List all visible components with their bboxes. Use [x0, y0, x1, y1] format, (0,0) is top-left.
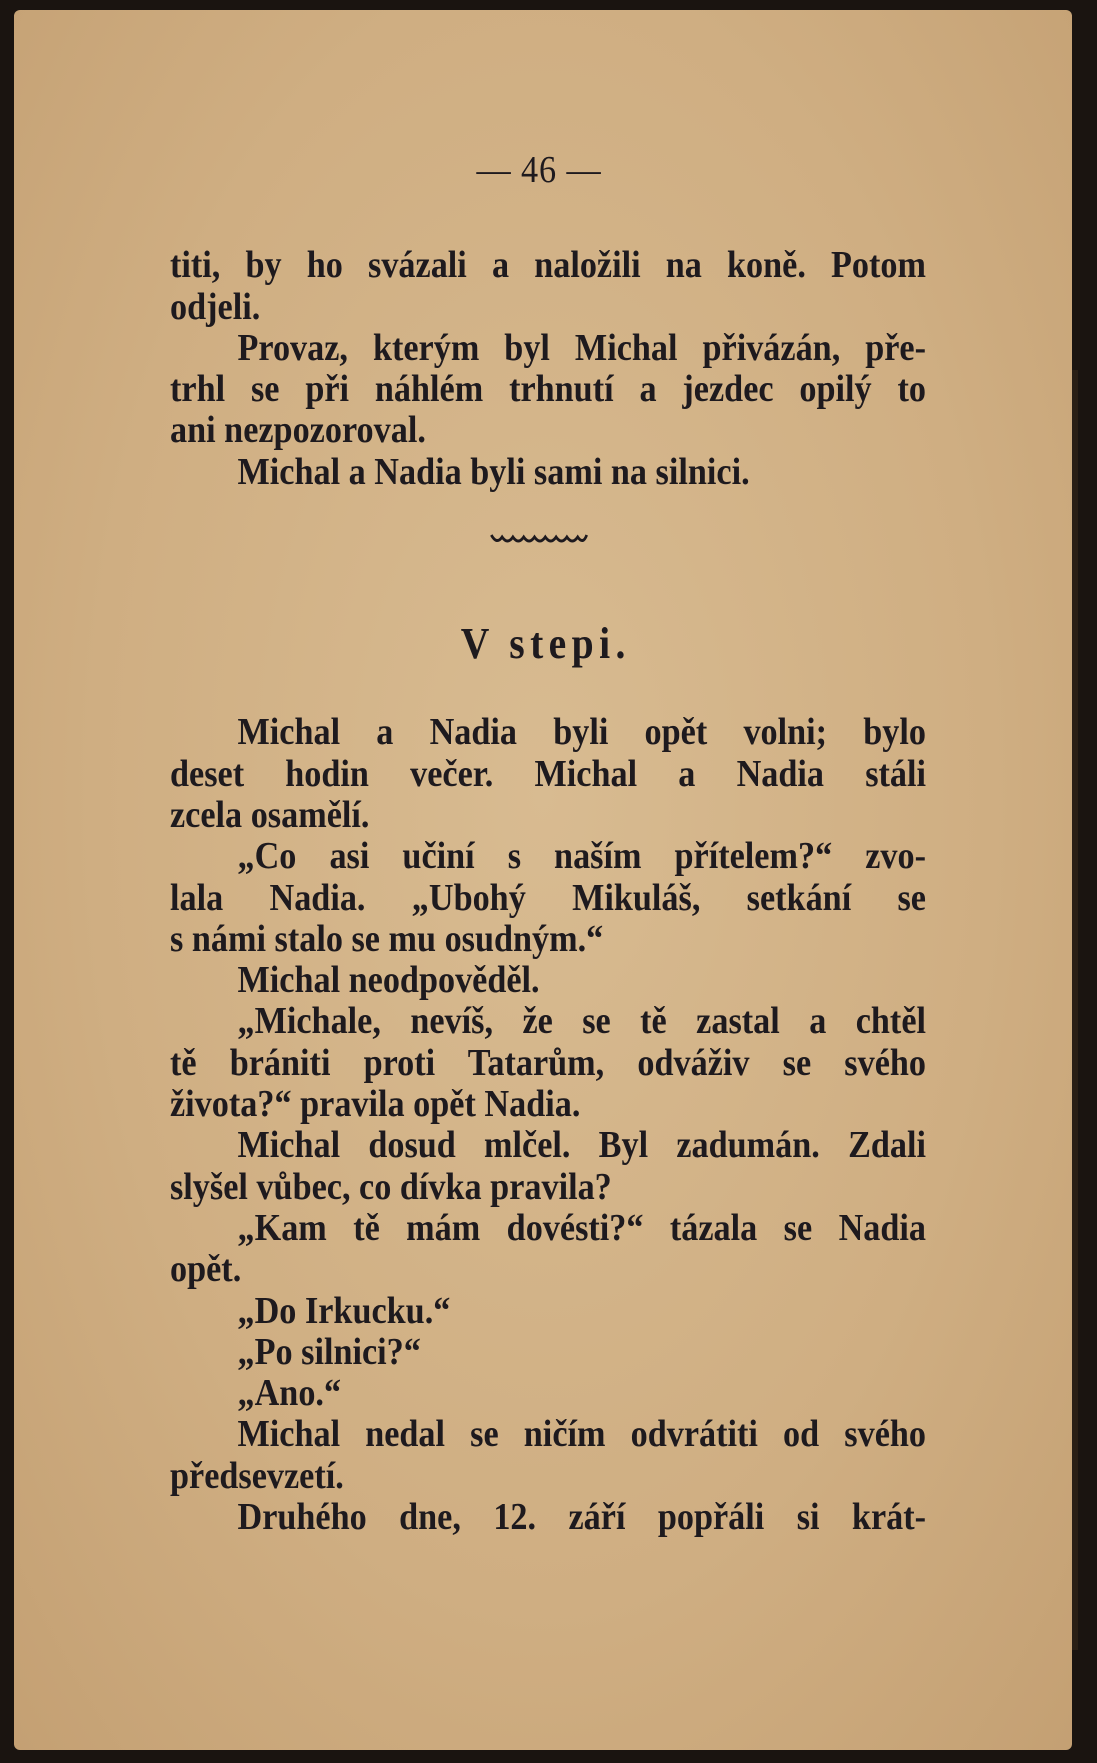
text-line: života?“ pravila opět Nadia.: [170, 1083, 581, 1126]
text-line: Michal neodpověděl.: [237, 959, 540, 1002]
text-line: „Michale, nevíš, že se tě zastal a chtěl: [237, 1000, 926, 1043]
text-line: deset hodin večer. Michal a Nadia stáli: [170, 752, 926, 795]
text-line: lala Nadia. „Ubohý Mikuláš, setkání se: [170, 876, 926, 919]
text-line: Druhého dne, 12. září popřáli si krát-: [237, 1496, 926, 1539]
text-line: Michal nedal se ničím odvrátiti od svého: [237, 1413, 926, 1456]
text-line: „Co asi učiní s naším přítelem?“ zvo-: [237, 835, 926, 878]
text-line: titi, by ho svázali a naložili na koně. Potom: [170, 244, 926, 287]
text-line: trhl se při náhlém trhnutí a jezdec opilý to: [170, 368, 926, 411]
text-line: Michal dosud mlčel. Byl zadumán. Zdali: [237, 1124, 926, 1167]
text-line: „Ano.“: [237, 1372, 342, 1415]
text-line: předsevzetí.: [170, 1454, 344, 1497]
text-line: zcela osamělí.: [170, 793, 370, 836]
text-line: tě brániti proti Tatarům, odváživ se svého: [170, 1041, 926, 1084]
text-line: s námi stalo se mu osudným.“: [170, 917, 604, 960]
text-line: ani nezpozoroval.: [170, 409, 426, 452]
paragraph-3: Michal a Nadia byli sami na silnici.: [237, 450, 750, 493]
chapter-heading: V stepi.: [460, 619, 631, 669]
text-line: „Po silnici?“: [237, 1330, 421, 1373]
text-line: Provaz, kterým byl Michal přivázán, pře-: [237, 326, 926, 369]
body-text: [170, 712, 926, 1538]
text-line: Michal a Nadia byli opět volni; bylo: [237, 711, 926, 754]
page-text: [170, 150, 926, 1538]
text-line: slyšel vůbec, co dívka pravila?: [170, 1165, 612, 1208]
page-edge: [1072, 370, 1078, 1650]
text-line: odjeli.: [170, 285, 261, 328]
text-line: „Kam tě mám dovésti?“ tázala se Nadia: [237, 1206, 926, 1249]
page-number: — 46 —: [476, 149, 602, 191]
paragraph-2: [170, 328, 926, 452]
text-line: opět.: [170, 1248, 242, 1291]
wavy-line-ornament: [170, 493, 926, 563]
text-line: „Do Irkucku.“: [237, 1289, 451, 1332]
paragraph-1: [170, 245, 926, 328]
